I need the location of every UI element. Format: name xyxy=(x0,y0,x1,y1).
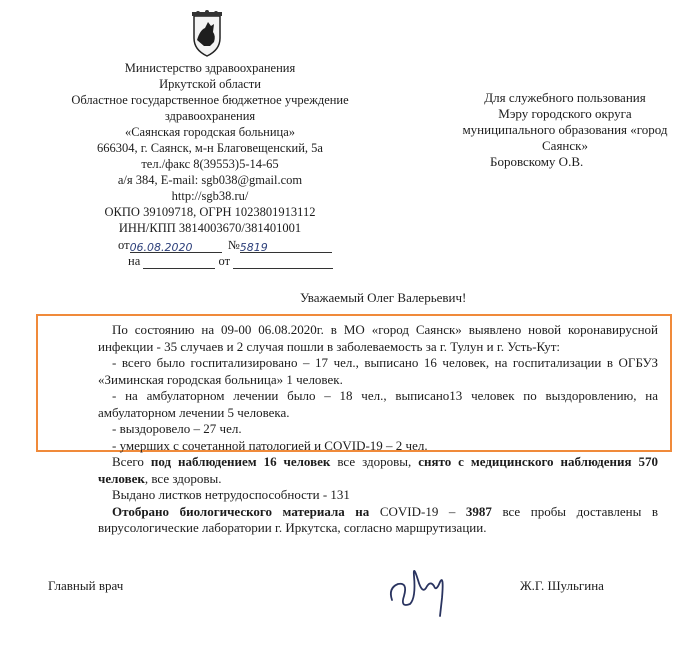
greeting: Уважаемый Олег Валерьевич! xyxy=(300,290,467,305)
sender-line: 666304, г. Саянск, м-н Благовещенский, 5а xyxy=(97,141,323,155)
signatory-name: Ж.Г. Шульгина xyxy=(520,578,604,593)
body-paragraph: По состоянию на 09-00 06.08.2020г. в МО «город Саянск» выявлено новой коронавирусной инфекции - 35 случаев и 2 случая пошли в заболеваемость за г. Тулун и г. Усть-Кут: xyxy=(98,322,658,354)
samples-count: 3987 xyxy=(465,503,492,519)
addressee-line: Мэру городского округа xyxy=(498,106,632,121)
signatory-position: Главный врач xyxy=(48,578,124,593)
coat-of-arms-icon xyxy=(188,10,226,58)
body-paragraph: Всего под наблюдением 16 человек все здоровы, снято с медицинского наблюдения 570 человек, все здоровы. xyxy=(98,454,658,486)
addressee-line: Для служебного пользования xyxy=(484,90,646,105)
ref-number-label: № xyxy=(227,238,240,252)
reply-line xyxy=(128,254,333,269)
sender-line: ОКПО 39109718, ОГРН 1023801913112 xyxy=(104,205,316,219)
sender-line: http://sgb38.ru/ xyxy=(171,189,249,203)
body-paragraph: - всего было госпитализировано – 17 чел., выписано 16 человек, на госпитализации в ОГБУЗ «Зиминская городская больница» 1 человек. xyxy=(98,355,658,387)
letter-body xyxy=(98,322,658,537)
sender-line: здравоохранения xyxy=(164,109,256,123)
addressee-block xyxy=(440,90,690,170)
sender-line: «Саянская городская больница» xyxy=(124,125,296,139)
sender-line: Иркутской области xyxy=(159,77,261,91)
ref-from-label: от xyxy=(118,238,130,252)
ref-from2-label: от xyxy=(218,254,231,268)
addressee-name: Боровскому О.В. xyxy=(490,154,584,169)
ref-on-label: на xyxy=(128,254,141,268)
body-paragraph: - на амбулаторном лечении было – 18 чел., выписано13 человек по выздоровлению, на амбулаторном лечении 5 человека. xyxy=(98,388,658,420)
removed-from-observation: снято с медицинского наблюдения 570 человек xyxy=(98,454,658,486)
addressee-line: Саянск» xyxy=(542,138,588,153)
body-paragraph: Выдано листков нетрудоспособности - 131 xyxy=(112,487,350,502)
ref-number: 5819 xyxy=(239,241,268,254)
sender-line: тел./факс 8(39553)5-14-65 xyxy=(141,157,279,171)
sender-line: Областное государственное бюджетное учреждение xyxy=(71,93,349,107)
body-paragraph: Отобрано биологического материала на COVID-19 – 3987 все пробы доставлены в вирусологические лаборатории г. Иркутска, согласно маршрутизации. xyxy=(98,503,658,535)
handwritten-signature-icon xyxy=(382,558,452,620)
sender-line: а/я 384, E-mail: sgb038@gmail.com xyxy=(117,173,303,187)
reference-line xyxy=(118,238,332,253)
ref-date: 06.08.2020 xyxy=(129,241,193,254)
sender-line: Министерство здравоохранения xyxy=(124,61,296,75)
body-paragraph: - умерших с сочетанной патологией и COVID-19 – 2 чел. xyxy=(112,437,428,453)
sender-line: ИНН/КПП 3814003670/381401001 xyxy=(118,221,302,235)
observation-count: под наблюдением 16 человек xyxy=(150,454,331,469)
addressee-line: муниципального образования «город xyxy=(462,122,668,137)
body-paragraph: - выздоровело – 27 чел. xyxy=(112,421,242,436)
sender-block xyxy=(70,60,350,236)
